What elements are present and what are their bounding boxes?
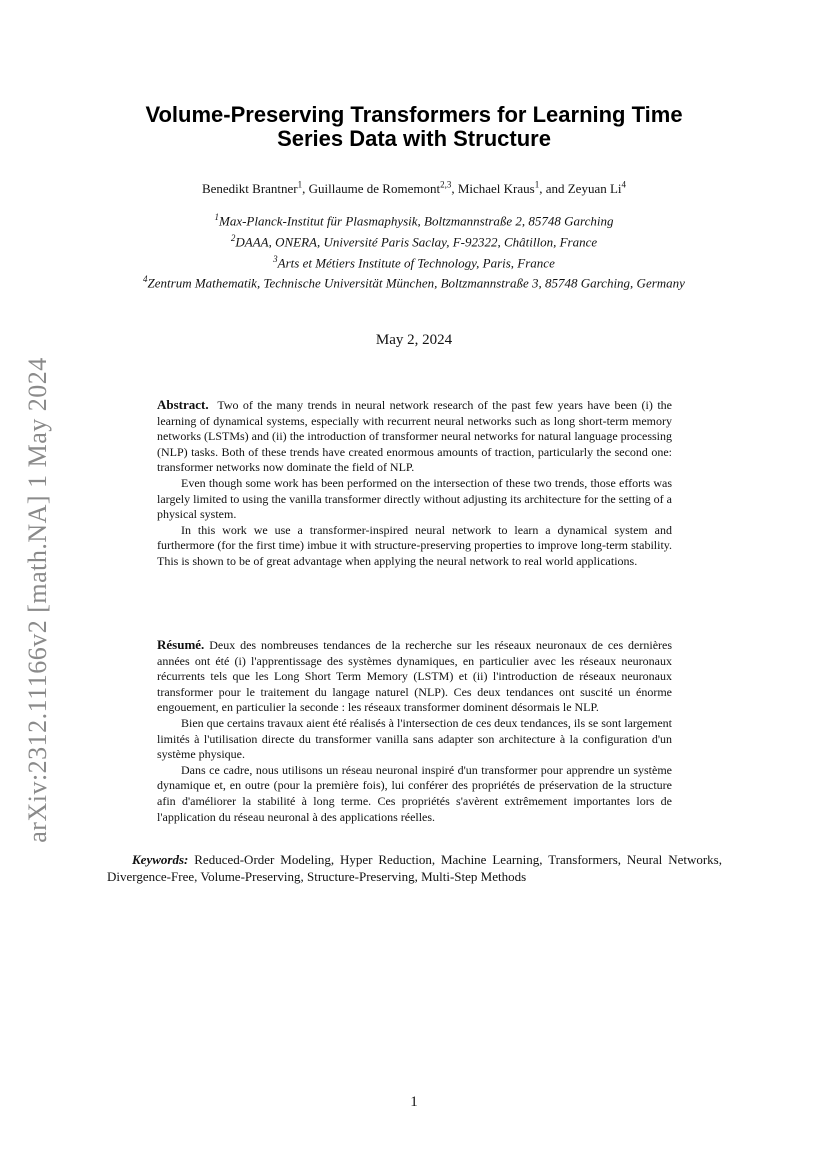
affiliation-mark: 1 [214, 212, 219, 222]
author-name: Zeyuan Li [567, 181, 622, 197]
affiliation [110, 251, 718, 272]
abstract-paragraph [157, 523, 672, 570]
abstract-paragraph [157, 476, 672, 523]
page-number: 1 [410, 1094, 418, 1110]
keywords-section [107, 851, 722, 885]
author-name: Benedikt Brantner [201, 181, 298, 197]
keywords-label: Keywords: [132, 852, 189, 867]
author [202, 181, 309, 196]
author [568, 181, 626, 196]
paper-title: Volume-Preserving Transformers for Learning Time Series Data with Structure [145, 102, 683, 151]
affiliation-text: Arts et Métiers Institute of Technology, Paris, France [277, 254, 555, 270]
resume-paragraph-text: Dans ce cadre, nous utilisons un réseau neuronal inspiré d'un transformer pour apprendre un système dynamique et, en outre (pour la première fois), lui conférer des propriétés de préservation de la structure afin d'améliorer la stabilité à long terme. Ces propriétés s'avèrent extrêmement importantes lors de l'application du réseau neuronal à des applications réelles. [157, 762, 672, 824]
abstract-section [157, 397, 672, 570]
abstract-label: Abstract. [157, 397, 209, 412]
arxiv-identifier-stamp [18, 340, 58, 860]
author-affiliation-mark: 1 [297, 180, 303, 190]
affiliation-mark: 4 [143, 274, 148, 285]
affiliation [110, 230, 718, 251]
resume-paragraph-text: Bien que certains travaux aient été réalisés à l'intersection de ces deux tendances, ils se sont largement limités à l'utilisation directe du transformer vanilla sans adapter son architecture à la configuration d'un système physique. [157, 715, 672, 762]
publication-date: May 2, 2024 [375, 332, 453, 348]
affiliation [110, 209, 718, 230]
resume-paragraph-text: Deux des nombreuses tendances de la recherche sur les réseaux neuronaux de ces dernières années ont été (i) l'apprentissage des systèmes dynamiques, en particulier avec les réseaux neuronaux récurrents tels que les Long Short Term Memory (LSTM) et (ii) l'introduction de réseaux neuronaux transformer pour le traitement du langage naturel (NLP). Ces deux tendances ont suscité un énorme engouement, en particulier la seconde : les réseaux transformer dominent désormais le NLP. [157, 638, 673, 715]
arxiv-identifier-text: arXiv:2312.11166v2 [math.NA] 1 May 2024 [23, 357, 53, 843]
keywords-text: Reduced-Order Modeling, Hyper Reduction, Machine Learning, Transformers, Neural Networks, Divergence-Free, Volume-Preserving, Structure-Preserving, Multi-Step Methods [107, 852, 722, 884]
affiliation-mark: 3 [273, 253, 278, 264]
affiliation-list [110, 209, 718, 292]
author [458, 181, 568, 196]
affiliation-text: Zentrum Mathematik, Technische Universität München, Boltzmannstraße 3, 85748 Garching, Germany [147, 275, 685, 291]
author-list [110, 177, 718, 197]
author-affiliation-mark: 1 [534, 180, 540, 190]
abstract-paragraph-text: In this work we use a transformer-inspired neural network to learn a dynamical system and furthermore (for the first time) imbue it with structure-preserving properties to improve long-term stability. This is shown to be of great advantage when applying the neural network to real world applications. [157, 522, 672, 568]
affiliation-text: Max-Planck-Institut für Plasmaphysik, Boltzmannstraße 2, 85748 Garching [218, 213, 614, 229]
abstract-paragraph [157, 397, 672, 476]
author-separator: , [451, 181, 458, 197]
author-name: Guillaume de Romemont [308, 181, 441, 197]
author-name: Michael Kraus [457, 181, 535, 197]
author-affiliation-mark: 2,3 [440, 180, 452, 190]
affiliation-mark: 2 [230, 232, 236, 243]
resume-label: Résumé. [157, 637, 205, 652]
affiliation [110, 271, 718, 292]
resume-section [157, 637, 672, 825]
resume-paragraph [157, 637, 672, 716]
resume-paragraph [157, 716, 672, 763]
author-separator: , and [539, 181, 568, 197]
author-affiliation-mark: 4 [621, 180, 627, 190]
affiliation-text: DAAA, ONERA, Université Paris Saclay, F-92322, Châtillon, France [235, 234, 598, 250]
abstract-paragraph-text: Two of the many trends in neural network research of the past few years have been (i) the learning of dynamical systems, especially with recurrent neural networks such as long short-term memory networks (LSTMs) and (ii) the introduction of transformer neural networks for natural language processing (NLP) tasks. Both of these trends have created enormous amounts of traction, particularly the second one: transformer networks now dominate the field of NLP. [157, 398, 672, 475]
resume-paragraph [157, 763, 672, 825]
author [309, 181, 458, 196]
abstract-paragraph-text: Even though some work has been performed on the intersection of these two trends, those efforts was largely limited to using the vanilla transformer directly without adjusting its architecture for the setting of a physical system. [157, 475, 672, 522]
author-separator: , [302, 181, 309, 197]
